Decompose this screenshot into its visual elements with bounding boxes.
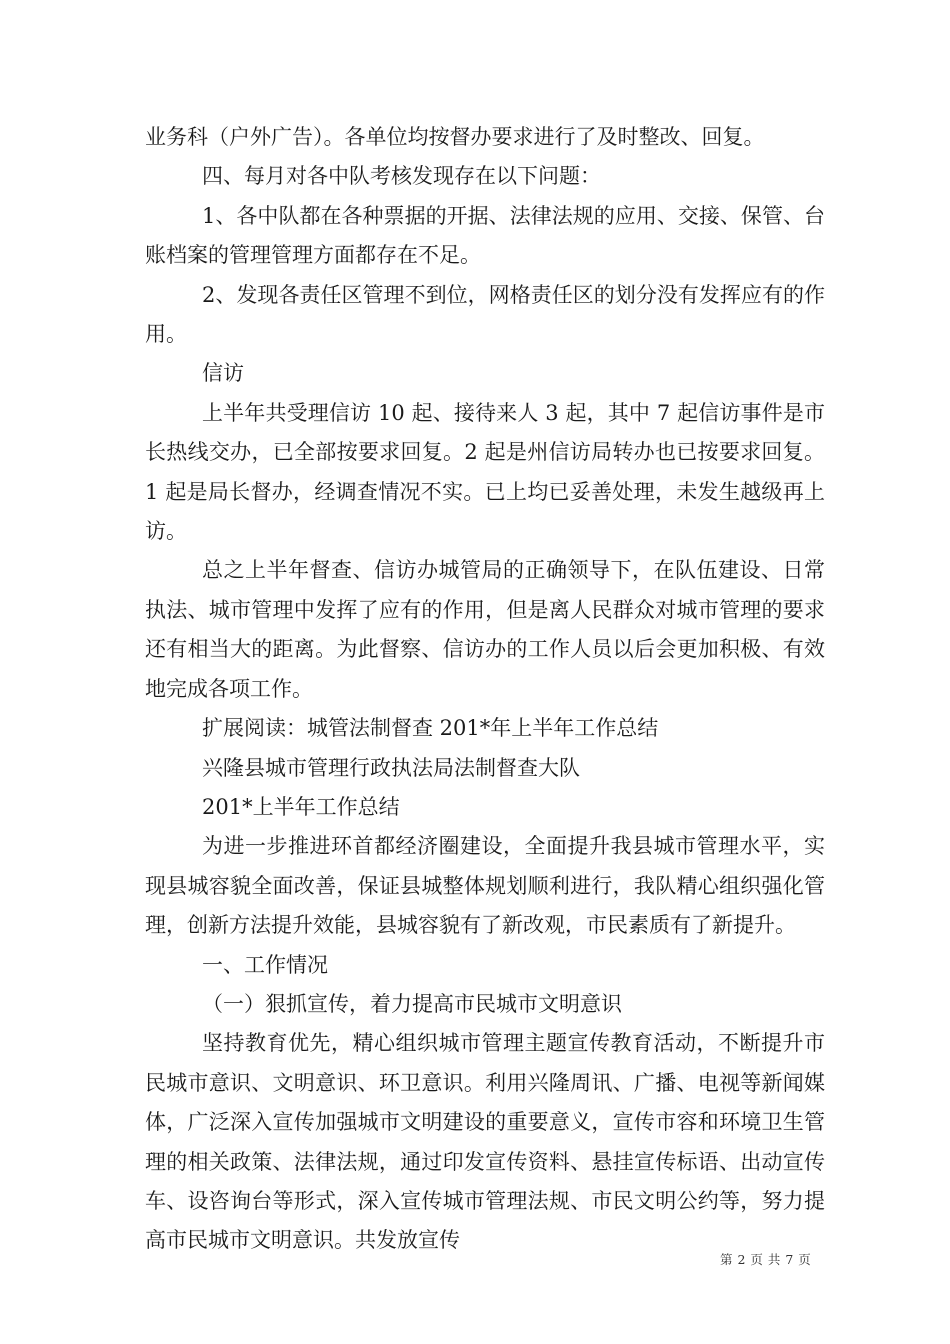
paragraph-14: 坚持教育优先，精心组织城市管理主题宣传教育活动，不断提升市民城市意识、文明意识、环卫意识。利用兴隆周讯、广播、电视等新闻媒体，广泛深入宣传加强城市文明建设的重要意义，宣传市容和环境卫生管理的相关政策、法律法规，通过印发宣传资料、悬挂宣传标语、出动宣传车、设咨询台等形式，深入宣传城市管理法规、市民文明公约等，努力提高市民城市文明意识。共发放宣传	[145, 1031, 825, 1253]
paragraph-2: 四、每月对各中队考核发现存在以下问题：	[202, 164, 601, 189]
paragraph-1: 业务科（户外广告）。各单位均按督办要求进行了及时整改、回复。	[145, 125, 765, 149]
extended-reading-title: 扩展阅读：城管法制督查 201*年上半年工作总结	[202, 716, 659, 741]
paragraph-6: 上半年共受理信访 10 起、接待来人 3 起，其中 7 起信访事件是市长热线交办，已全部按要求回复。2 起是州信访局转办也已按要求回复。1 起是局长督办，经调查情况不实。已上均已妥善处理，未发生越级再上访。	[145, 400, 825, 544]
report-title: 201*上半年工作总结	[202, 794, 400, 819]
page-number: 第 2 页 共 7 页	[720, 1252, 812, 1267]
section-heading-work: 一、工作情况	[202, 952, 328, 977]
subsection-heading-1: （一）狠抓宣传，着力提高市民城市文明意识	[202, 991, 622, 1016]
organization-name: 兴隆县城市管理行政执法局法制督查大队	[202, 755, 580, 780]
paragraph-11: 为进一步推进环首都经济圈建设，全面提升我县城市管理水平，实现县城容貌全面改善，保证县城整体规划顺利进行，我队精心组织强化管理，创新方法提升效能，县城容貌有了新改观，市民素质有了新提升。	[145, 834, 825, 938]
section-heading-xinfang: 信访	[202, 361, 244, 386]
document-body	[145, 118, 825, 1261]
paragraph-7: 总之上半年督查、信访办城管局的正确领导下，在队伍建设、日常执法、城市管理中发挥了应有的作用，但是离人民群众对城市管理的要求还有相当大的距离。为此督察、信访办的工作人员以后会更加积极、有效地完成各项工作。	[145, 558, 825, 701]
paragraph-3: 1、各中队都在各种票据的开据、法律法规的应用、交接、保管、台账档案的管理管理方面都存在不足。	[145, 203, 825, 268]
paragraph-4: 2、发现各责任区管理不到位，网格责任区的划分没有发挥应有的作用。	[145, 282, 825, 347]
